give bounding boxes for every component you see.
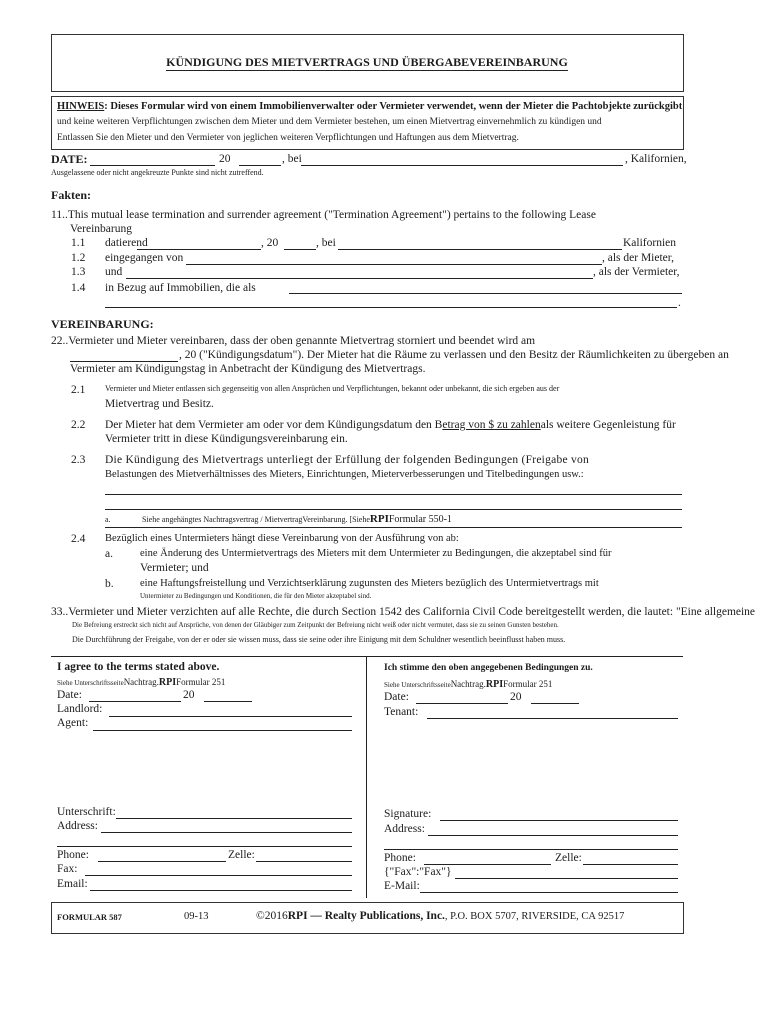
agreement-p2-line-2: , 20 ("Kündigungsdatum"). Der Mieter hat die Räume zu verlassen und den Besitz der Räumlichkeiten zu übergeben an [179,349,729,361]
left-sign-see-b: Nachtrag. [123,677,159,687]
date-twenty: 20 [219,153,231,165]
left-address-field-1[interactable] [101,832,352,833]
facts-intro-2: Vereinbarung [70,223,132,235]
notice-lead: HINWEIS [57,101,105,112]
agreement-p3-line-1: 33..Vermieter und Mieter verzichten auf alle Rechte, die durch Section 1542 des California Civil Code bereitgestellt werden, die lautet: "Eine allgemeine [51,606,756,618]
right-fax-label: {"Fax":"Fax"} [384,866,452,878]
landlord-field[interactable] [109,716,352,717]
fact-1-1-state: Kalifornien [623,237,677,249]
fact-1-4-label: in Bezug auf Immobilien, die als [105,282,256,294]
right-date-year-field[interactable] [531,703,579,704]
right-sign-form: Formular 251 [503,679,553,689]
property-field-2[interactable] [105,307,677,308]
item-2-3a-rule [105,527,682,528]
right-cell-label: Zelle: [555,852,582,864]
tenant-name-field[interactable] [186,264,602,265]
item-2-4-num: 2.4 [71,533,86,545]
fact-1-1-year-field[interactable] [284,249,316,250]
item-2-3-line-2: Belastungen des Mietverhältnisses des Mieters, Einrichtungen, Mieterverbesserungen und Titelbedingungen usw.: [105,469,584,480]
item-2-4b-line-1: eine Haftungsfreistellung und Verzichtserklärung zugunsten des Mieters bezüglich des Untermietvertrags mit [140,578,599,589]
left-cell-field[interactable] [256,861,352,862]
item-2-3-line-1: Die Kündigung des Mietvertrags unterliegt der Erfüllung der folgenden Bedingungen (Freigabe von [105,454,589,466]
right-address-label: Address: [384,823,425,835]
item-2-2-a: Der Mieter hat dem Vermieter am oder vor dem Kündigungsdatum den B [105,419,443,431]
right-address-field-2[interactable] [384,849,678,850]
notice-line-2: und keine weiteren Verpflichtungen zwischen dem Mieter und dem Vermieter bestehen, um einen Mietvertrag einvernehmlich zu kündigen und [57,117,602,127]
right-date-label: Date: [384,691,409,703]
agreement-p3-line-2: Die Befreiung erstreckt sich nicht auf Ansprüche, von denen der Gläubiger zum Zeitpunkt der Befreiung nicht weiß oder nicht vermutet, dass sie zu seinen Gunsten bestehen. [72,621,559,629]
item-2-2-num: 2.2 [71,419,86,431]
right-sign-see [384,679,552,690]
left-email-field[interactable] [90,890,352,891]
date-state: , Kalifornien, [625,153,687,165]
footer-address: , P.O. BOX 5707, RIVERSIDE, CA 92517 [444,911,625,922]
signature-top-rule [51,656,683,657]
agent-label: Agent: [57,717,89,729]
agreement-p2-line-3: Vermieter am Kündigungstag in Anbetracht der Kündigung des Mietvertrags. [70,363,426,375]
facts-intro-1: 11..This mutual lease termination and surrender agreement ("Termination Agreement") pertains to the following Lease [51,209,596,221]
fact-1-3-role: , als der Vermieter, [593,266,680,278]
right-fax-field[interactable] [455,878,678,879]
left-date-year-field[interactable] [204,701,252,702]
item-2-1-num: 2.1 [71,384,86,396]
agent-field[interactable] [93,730,352,731]
fact-1-1-dated [105,237,148,249]
property-end-period: . [678,297,681,309]
item-2-2-line-1 [105,419,676,431]
landlord-label: Landlord: [57,703,103,715]
agreement-p2-line-1: 22..Vermieter und Mieter vereinbaren, dass der oben genannte Mietvertrag storniert und beendet wird am [51,335,536,347]
item-2-3a-text [142,513,452,525]
left-date-field[interactable] [89,701,181,702]
footer-rpi: RPI — Realty Publications, Inc. [287,910,445,922]
left-sign-heading: I agree to the terms stated above. [57,661,220,673]
fact-1-1-date-field[interactable] [137,249,261,250]
conditions-field-1[interactable] [105,494,682,495]
date-field[interactable] [90,165,215,166]
fact-1-1-num: 1.1 [71,237,86,249]
right-date-twenty: 20 [510,691,522,703]
notice-line-1 [57,101,682,112]
item-2-3a-form: Formular 550-1 [388,514,452,525]
agreement-heading: VEREINBARUNG: [51,317,154,331]
right-address-field-1[interactable] [428,835,678,836]
left-sign-rpi: RPI [158,677,177,688]
item-2-1-line-1: Vermieter und Mieter entlassen sich gegenseitig von allen Ansprüchen und Verpflichtungen, bekannt oder unbekannt, die sich ergeben aus der [105,384,560,393]
item-2-4a-line-1: eine Änderung des Untermietvertrags des Mieters mit dem Untermieter zu Bedingungen, die akzeptabel sind für [140,548,612,559]
left-phone-field[interactable] [98,861,226,862]
landlord-name-field[interactable] [126,278,593,279]
left-sign-see-a: Siehe Unterschriftsseite [57,679,124,687]
footer-copy: ©2016 [256,910,288,922]
item-2-4b-letter: b. [105,578,114,590]
right-signature-field[interactable] [440,820,678,821]
termination-date-field[interactable] [70,361,178,362]
tenant-field[interactable] [427,718,678,719]
right-date-field[interactable] [416,703,508,704]
item-2-2-c: als weitere Gegenleistung für [540,419,676,431]
footer-form-number: FORMULAR 587 [57,912,122,922]
fact-1-1-city-field[interactable] [338,249,622,250]
right-sign-see-b: Nachtrag. [450,679,486,689]
left-fax-field[interactable] [85,875,352,876]
left-date-label: Date: [57,689,82,701]
tenant-label: Tenant: [384,706,419,718]
right-phone-field[interactable] [424,864,551,865]
conditions-field-2[interactable] [105,509,682,510]
fact-1-1-twenty: , 20 [261,237,279,249]
item-2-4-line-1: Bezüglich eines Untermieters hängt diese Vereinbarung von der Ausführung von ab: [105,533,459,544]
form-title-text: KÜNDIGUNG DES MIETVERTRAGS UND ÜBERGABEVEREINBARUNG [166,55,568,69]
right-phone-label: Phone: [384,852,416,864]
left-signature-label: Unterschrift: [57,806,116,818]
left-phone-label: Phone: [57,849,89,861]
left-address-label: Address: [57,820,98,832]
right-sign-rpi: RPI [485,679,504,690]
fact-1-3-num: 1.3 [71,266,86,278]
fact-1-1-b: nd [136,237,148,249]
fact-1-1-a: datiere [105,237,137,249]
item-2-3a-see: Siehe angehängtes Nachtragsvertrag / MietvertragVereinbarung. [Siehe [142,515,370,524]
left-sign-form: Formular 251 [176,677,226,687]
fact-1-2-role: , als der Mieter, [602,252,675,264]
footer-version: 09-13 [184,911,209,922]
unchecked-note: Ausgelassene oder nicht angekreuzte Punkte sind nicht zutreffend. [51,168,264,177]
amount-field[interactable]: etrag von $ zu zahlen [442,419,541,431]
date-bei: , bei [282,153,302,165]
facts-heading: Fakten: [51,188,91,202]
item-2-3a-letter: a. [105,515,111,524]
fact-1-4-num: 1.4 [71,282,86,294]
item-2-4b-line-2: Untermieter zu Bedingungen und Konditionen, die für den Mieter akzeptabel sind. [140,592,372,600]
footer-copyright [256,910,624,922]
right-sign-see-a: Siehe Unterschriftsseite [384,681,451,689]
left-date-twenty: 20 [183,689,195,701]
fact-1-2-num: 1.2 [71,252,86,264]
date-year-field[interactable] [239,165,281,166]
date-city-field[interactable] [301,165,623,166]
form-title [0,55,734,70]
notice-line-3: Entlassen Sie den Mieter und den Vermieter von jeglichen weiteren Verpflichtungen und Haftungen aus dem Mietvertrag. [57,133,519,143]
agreement-p3-line-3: Die Durchführung der Freigabe, von der er oder sie wissen muss, dass sie seine oder ihre Einigung mit dem Schuldner wesentlich beeinflusst haben muss. [72,635,566,644]
left-fax-label: Fax: [57,863,78,875]
left-sign-see [57,677,225,688]
right-cell-field[interactable] [583,864,678,865]
item-2-4a-letter: a. [105,548,113,560]
item-2-3a-rpi: RPI [369,513,389,525]
right-email-field[interactable] [420,892,678,893]
fact-1-1-bei: , bei [316,237,336,249]
left-signature-field[interactable] [116,818,352,819]
right-signature-label: Signature: [384,808,432,820]
left-address-field-2[interactable] [57,846,352,847]
item-2-3-num: 2.3 [71,454,86,466]
fact-1-3-label: und [105,266,123,278]
right-email-label: E-Mail: [384,880,420,892]
item-2-2-line-2: Vermieter tritt in diese Kündigungsvereinbarung ein. [105,433,348,445]
notice-text-1: : Dieses Formular wird von einem Immobilienverwalter oder Vermieter verwendet, wenn der Mieter die Pachtobjekte zurückgibt [104,101,683,112]
date-label: DATE: [51,152,88,166]
left-cell-label: Zelle: [228,849,255,861]
signature-divider [366,657,367,898]
right-sign-heading: Ich stimme den oben angegebenen Bedingungen zu. [384,663,593,673]
property-field-1[interactable] [289,293,682,294]
item-2-4a-line-2: Vermieter; und [140,562,209,574]
left-email-label: Email: [57,878,88,890]
item-2-1-line-2: Mietvertrag und Besitz. [105,398,214,410]
fact-1-2-label: eingegangen von [105,252,184,264]
